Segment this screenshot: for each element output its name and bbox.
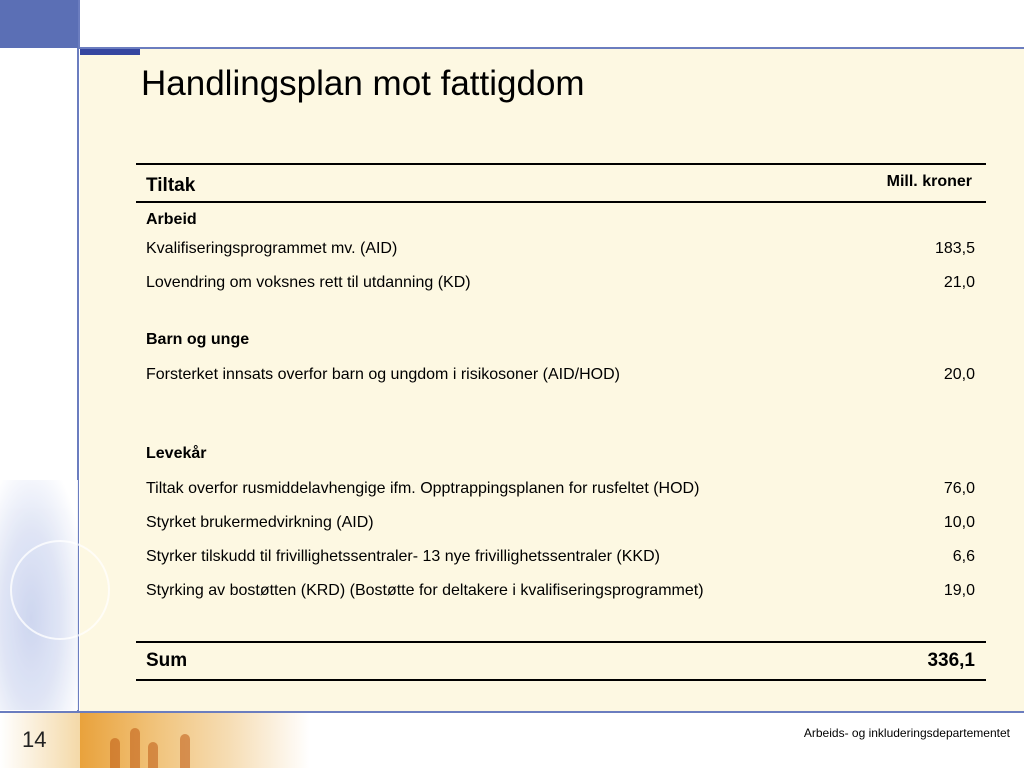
- corner-block: [0, 0, 78, 48]
- row-label: Styrking av bostøtten (KRD) (Bostøtte for deltakere i kvalifiseringsprogrammet): [146, 582, 704, 599]
- header-tiltak: Tiltak: [146, 175, 196, 196]
- section-heading: Barn og unge: [146, 331, 250, 348]
- table-row: [146, 582, 975, 600]
- frame-line: [78, 47, 1024, 49]
- frame-line: [78, 0, 80, 48]
- title-accent-bar: [80, 49, 140, 55]
- row-value: 21,0: [943, 274, 975, 291]
- table-row: [146, 514, 975, 532]
- section-heading: Arbeid: [146, 211, 197, 228]
- row-value: 6,6: [952, 548, 975, 565]
- table-row: [146, 548, 975, 566]
- sum-row: [136, 643, 986, 679]
- row-value: 183,5: [934, 240, 975, 257]
- page-number: 14: [22, 727, 47, 752]
- row-value: 76,0: [943, 480, 975, 497]
- row-label: Kvalifiseringsprogrammet mv. (AID): [146, 240, 398, 257]
- row-label: Styrket brukermedvirkning (AID): [146, 514, 374, 531]
- sum-label: Sum: [146, 650, 188, 671]
- budget-table: [136, 163, 986, 681]
- row-label: Forsterket innsats overfor barn og ungdom i risikosoner (AID/HOD): [146, 366, 620, 383]
- department-name: Arbeids- og inkluderingsdepartementet: [803, 726, 1010, 740]
- row-label: Styrker tilskudd til frivillighetssentraler- 13 nye frivillighetssentraler (KKD): [146, 548, 660, 565]
- table-row: [146, 240, 975, 258]
- table-rule: [136, 679, 986, 681]
- table-header: [136, 165, 986, 201]
- section-heading: Levekår: [146, 445, 207, 462]
- table-row: [146, 274, 975, 292]
- row-value: 10,0: [943, 514, 975, 531]
- row-value: 20,0: [943, 366, 975, 383]
- row-value: 19,0: [943, 582, 975, 599]
- table-body: [136, 203, 986, 641]
- header-amount: Mill. kroner: [886, 173, 972, 190]
- page-title: Handlingsplan mot fattigdom: [141, 64, 585, 103]
- sum-value: 336,1: [927, 650, 975, 671]
- table-row: [146, 366, 975, 384]
- footer-decoration-image: [80, 713, 310, 768]
- side-decoration-image: [0, 480, 78, 710]
- row-label: Lovendring om voksnes rett til utdanning (KD): [146, 274, 471, 291]
- row-label: Tiltak overfor rusmiddelavhengige ifm. Opptrappingsplanen for rusfeltet (HOD): [146, 480, 700, 497]
- table-row: [146, 480, 975, 498]
